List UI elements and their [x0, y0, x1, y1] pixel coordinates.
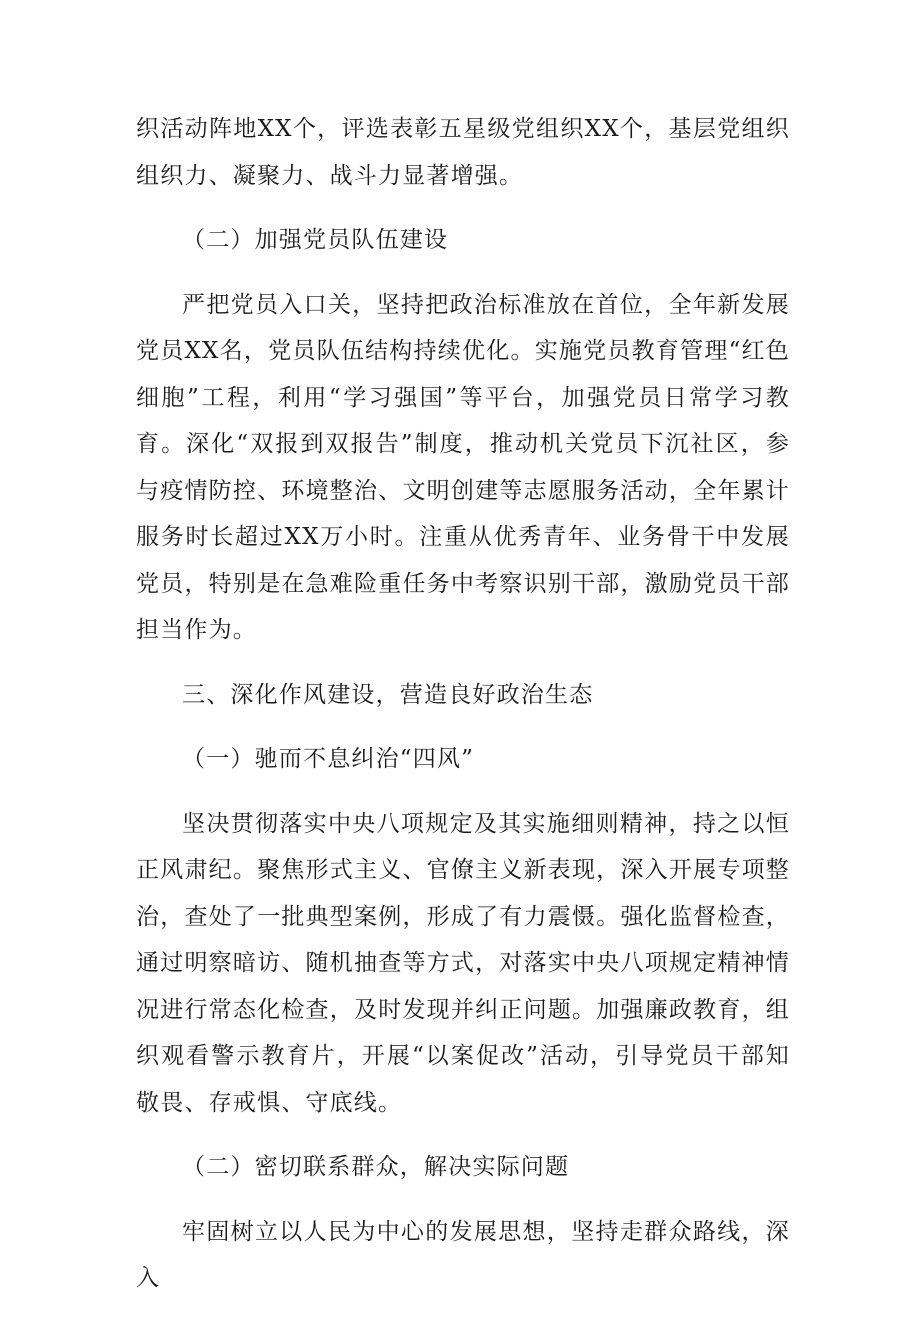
paragraph-eight-regulations: 坚决贯彻落实中央八项规定及其实施细则精神，持之以恒正风肃纪。聚焦形式主义、官僚主义新表现，深入开展专项整治，查处了一批典型案例，形成了有力震慑。强化监督检查，通过明察暗访、随机抽查等方式，对落实中央八项规定精神情况进行常态化检查，及时发现并纠正问题。加强廉政教育，组织观看警示教育片，开展“以案促改”活动，引导党员干部知敬畏、存戒惧、守底线。 [136, 810, 790, 1116]
paragraph-people-centered: 牢固树立以人民为中心的发展思想，坚持走群众路线，深入 [136, 1218, 790, 1291]
subheading-strengthen-party-members: （二）加强党员队伍建设 [182, 227, 449, 253]
section-heading-work-style: 三、深化作风建设，营造良好政治生态 [182, 681, 594, 708]
paragraph-continued: 织活动阵地XX个，评选表彰五星级党组织XX个，基层党组织组织力、凝聚力、战斗力显著增强。 [136, 116, 790, 189]
subheading-four-winds: （一）驰而不息纠治“四风” [182, 746, 475, 772]
paragraph-party-member-recruitment: 严把党员入口关，坚持把政治标准放在首位，全年新发展党员XX名，党员队伍结构持续优化。实施党员教育管理“红色细胞”工程，利用“学习强国”等平台，加强党员日常学习教育。深化“双报到双报告”制度，推动机关党员下沉社区，参与疫情防控、环境整治、文明创建等志愿服务活动，全年累计服务时长超过XX万小时。注重从优秀青年、业务骨干中发展党员，特别是在急难险重任务中考察识别干部，激励党员干部担当作为。 [136, 291, 790, 643]
subheading-connect-with-masses: （二）密切联系群众，解决实际问题 [182, 1154, 570, 1180]
document-body [136, 106, 790, 1320]
